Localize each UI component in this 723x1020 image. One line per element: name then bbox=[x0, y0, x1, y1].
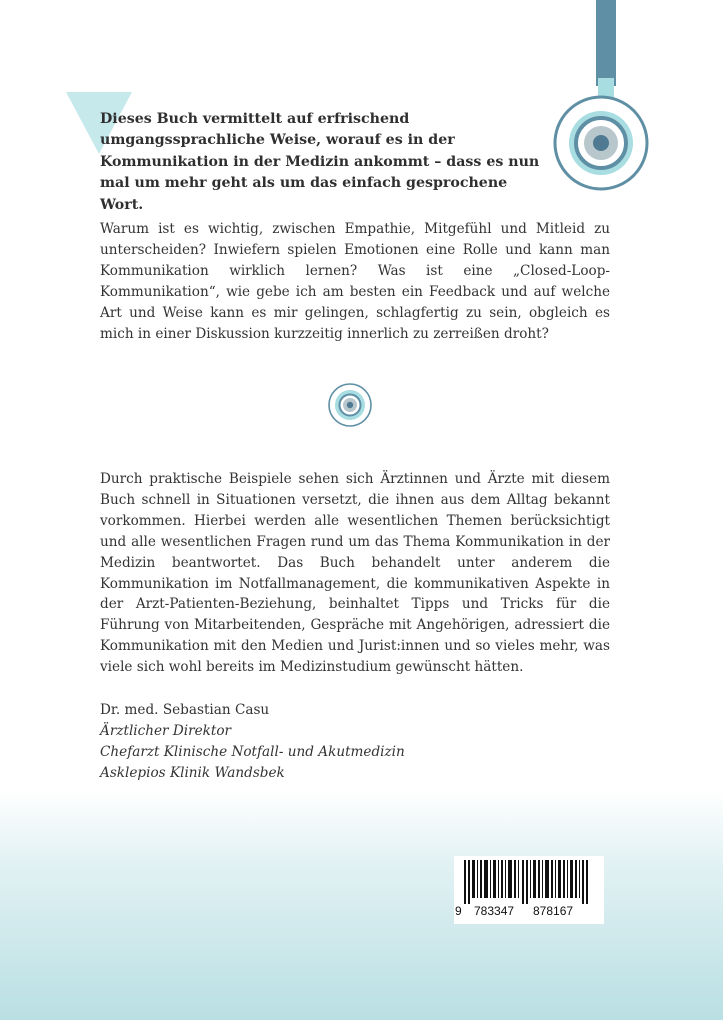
isbn-digits bbox=[454, 904, 604, 922]
stethoscope-icon bbox=[540, 0, 670, 200]
chestpiece-icon bbox=[327, 382, 373, 428]
body-paragraph-2: Durch praktische Beispiele sehen sich Ärztinnen und Ärzte mit diesem Buch schnell in Situationen versetzt, die ihnen aus dem Alltag bekannt vorkommen. Hierbei werden alle wesentlichen Themen berücksichtigt und alle wesentlichen Fragen rund um das Thema Kommunikation in der Medizin beantwortet. Das Buch behandelt unter anderem die Kommunikation im Notfallmanagement, die kommunikativen Aspekte in der Arzt-Patienten-Beziehung, beinhaltet Tipps und Tricks für die Führung von Mitarbeitenden, Gespräche mit Angehörigen, adressiert die Kommunikation mit den Medien und Jurist:innen und so vieles mehr, was viele sich wohl bereits im Medizinstudium gewünscht hätten. bbox=[100, 471, 610, 676]
isbn-right-group: 878167 bbox=[533, 904, 574, 918]
isbn-first-digit: 9 bbox=[455, 904, 462, 918]
author-role: Ärztlicher Direktor bbox=[100, 722, 232, 739]
author-name: Dr. med. Sebastian Casu bbox=[100, 702, 270, 718]
lead-paragraph: Dieses Buch vermittelt auf erfrischend umgangssprachliche Weise, worauf es in der Kommunikation in der Medizin ankommt – dass es nun mal um mehr geht als um das einfach gesprochene Wort. bbox=[100, 111, 540, 213]
barcode-bars bbox=[464, 860, 594, 904]
author-institution: Asklepios Klinik Wandsbek bbox=[100, 764, 285, 781]
body-paragraph-1: Warum ist es wichtig, zwischen Empathie, Mitgefühl und Mitleid zu unterscheiden? Inwiefern spielen Emotionen eine Rolle und kann man Kommunikation wirklich lernen? Was ist eine „Closed-Loop-Kommunikation“, wie gebe ich am besten ein Feedback und auf welche Art und Weise kann es mir gelingen, schlagfertig zu sein, obgleich es mich in einer Diskussion kurzzeitig innerlich zu zerreißen droht? bbox=[100, 221, 610, 342]
isbn-left-group: 783347 bbox=[474, 904, 515, 918]
author-position: Chefarzt Klinische Notfall- und Akutmedizin bbox=[100, 743, 405, 760]
isbn-barcode bbox=[454, 856, 604, 924]
signature-block bbox=[100, 700, 405, 784]
